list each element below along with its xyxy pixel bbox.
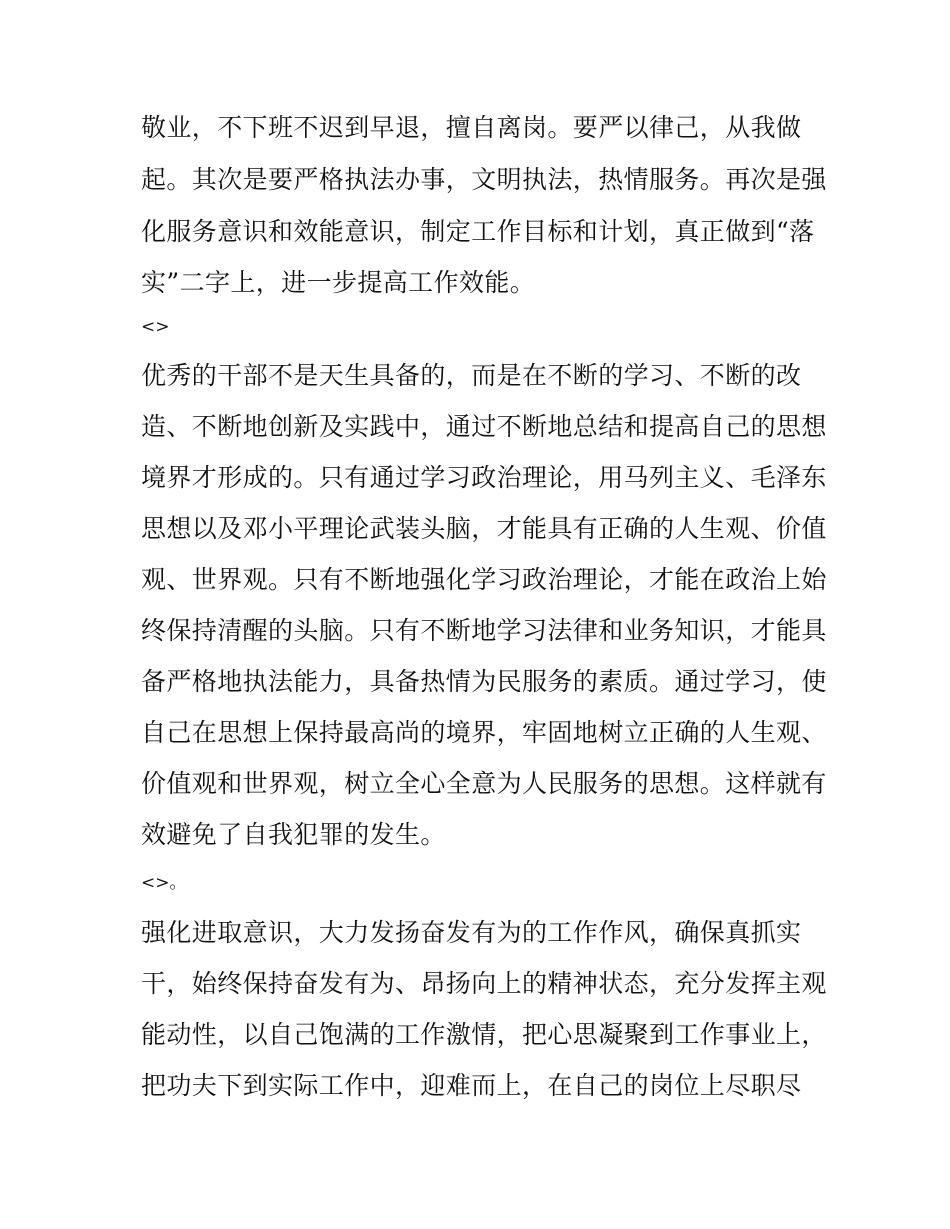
section-marker: <> bbox=[141, 317, 170, 337]
paragraph-line: 实”二字上，进一步提高工作效能。 bbox=[141, 268, 536, 297]
paragraph-line: 备严格地执法能力，具备热情为民服务的素质。通过学习，使 bbox=[141, 667, 827, 696]
paragraph-line: 能动性，以自己饱满的工作激情，把心思凝聚到工作事业上， bbox=[141, 1020, 827, 1049]
paragraph-line: 自己在思想上保持最高尚的境界，牢固地树立正确的人生观、 bbox=[141, 718, 827, 747]
paragraph-line: 把功夫下到实际工作中，迎难而上，在自己的岗位上尽职尽 bbox=[141, 1071, 802, 1100]
paragraph-line: 境界才形成的。只有通过学习政治理论，用马列主义、毛泽东 bbox=[141, 463, 827, 492]
paragraph-line: 造、不断地创新及实践中，通过不断地总结和提高自己的思想 bbox=[141, 412, 827, 441]
paragraph-line: 优秀的干部不是天生具备的，而是在不断的学习、不断的改 bbox=[141, 361, 802, 390]
paragraph-line: 观、世界观。只有不断地强化学习政治理论，才能在政治上始 bbox=[141, 565, 827, 594]
paragraph-line: 效避免了自我犯罪的发生。 bbox=[141, 820, 446, 849]
paragraph-line: 敬业，不下班不迟到早退，擅自离岗。要严以律己，从我做 bbox=[141, 113, 802, 142]
paragraph-line: 价值观和世界观，树立全心全意为人民服务的思想。这样就有 bbox=[141, 769, 827, 798]
paragraph-line: 化服务意识和效能意识，制定工作目标和计划，真正做到“落 bbox=[141, 217, 815, 246]
section-marker: <>。 bbox=[141, 873, 187, 893]
paragraph-line: 强化进取意识，大力发扬奋发有为的工作作风，确保真抓实 bbox=[141, 918, 802, 947]
paragraph-line: 起。其次是要严格执法办事，文明执法，热情服务。再次是强 bbox=[141, 165, 827, 194]
paragraph-line: 思想以及邓小平理论武装头脑，才能具有正确的人生观、价值 bbox=[141, 514, 827, 543]
paragraph-line: 终保持清醒的头脑。只有不断地学习法律和业务知识，才能具 bbox=[141, 616, 827, 645]
paragraph-line: 干，始终保持奋发有为、昂扬向上的精神状态，充分发挥主观 bbox=[141, 969, 827, 998]
